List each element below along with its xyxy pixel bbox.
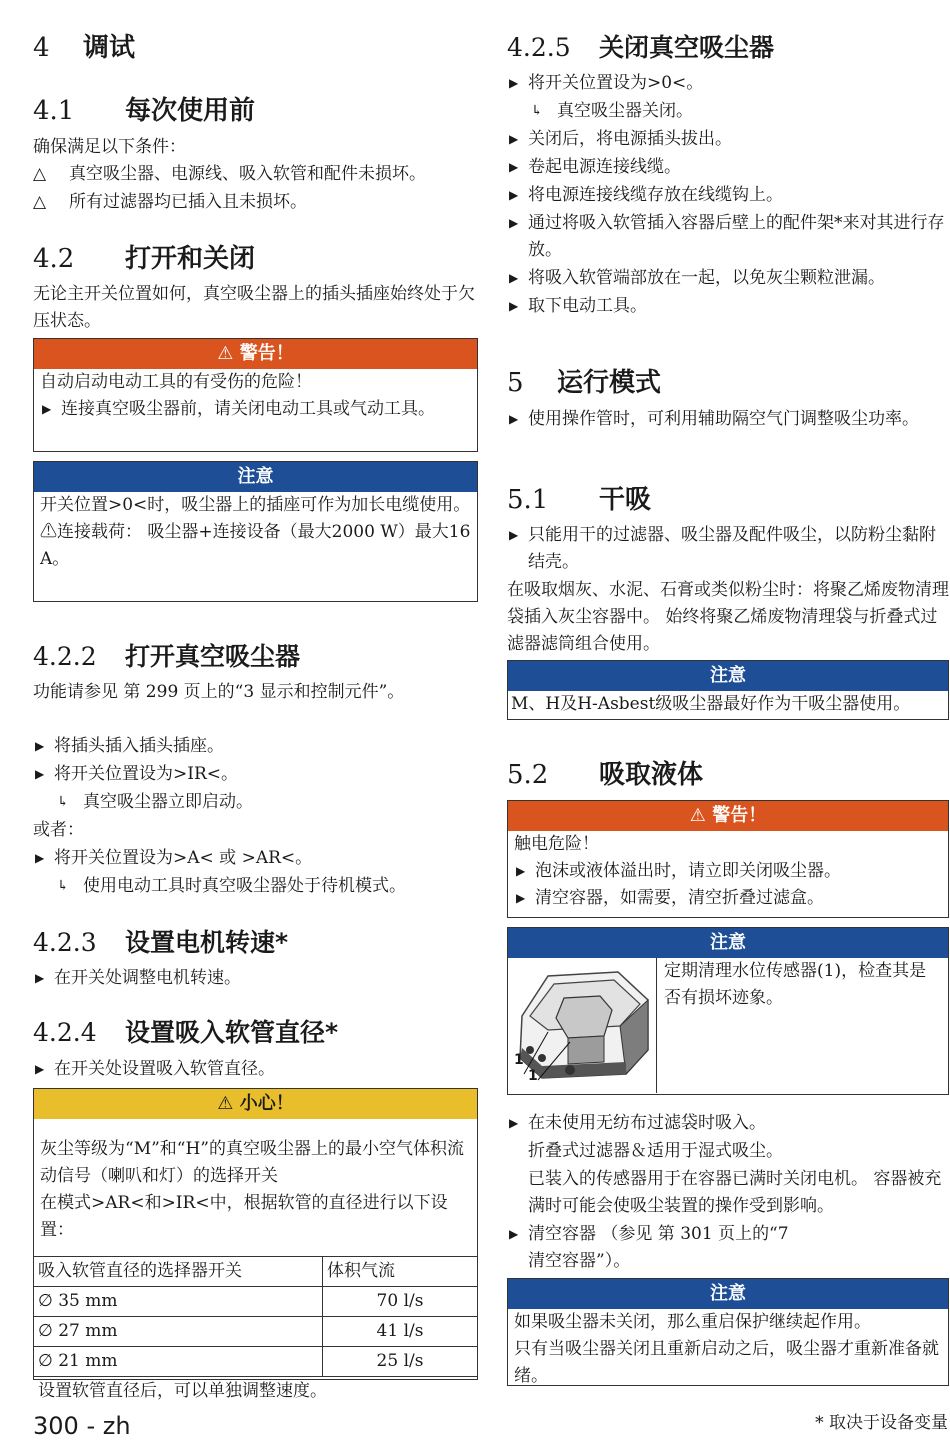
bullet-icon: ▶ [509, 271, 519, 285]
heading-5-2: 5.2 吸取液体 [507, 760, 704, 790]
warning-item: ▶ 清空容器，如需要，清空折叠过滤盒。 [514, 885, 942, 912]
warning-box [33, 338, 478, 452]
note-box-with-image [507, 927, 949, 1095]
table-header: 体积气流 [323, 1257, 478, 1287]
result-item: ↳ 真空吸尘器关闭。 [507, 98, 949, 125]
sensor-illustration [508, 958, 657, 1093]
bullet-icon: ▶ [516, 891, 526, 905]
step-item: ▶ 通过将吸入软管插入容器后壁上的配件架*来对其进行存放。 [507, 210, 949, 264]
note-header: 注意 [508, 1279, 948, 1309]
table-row [34, 1347, 477, 1377]
bullet-icon: ▶ [509, 1116, 519, 1130]
bullet-icon: ▶ [509, 132, 519, 146]
caution-header: ⚠ 小心！ [34, 1089, 477, 1119]
note-text: M、H及H-Asbest级吸尘器最好作为干吸尘器使用。 [511, 694, 911, 714]
step-item: ▶ 卷起电源连接线缆。 [507, 154, 949, 181]
warning-header: ⚠ 警告！ [508, 801, 948, 831]
condition-item: △ 所有过滤器均已插入且未损坏。 [33, 189, 478, 216]
result-arrow-icon: ↳ [57, 794, 69, 810]
note-text: 开关位置>0<时，吸尘器上的插座可作为加长电缆使用。 [40, 495, 471, 515]
table-footer-row [34, 1377, 477, 1407]
step-item: ▶ 将开关位置设为>0<。 [507, 70, 949, 97]
heading-4-2-3: 4.2.3 设置电机转速* [33, 928, 289, 957]
step-item: ▶ 关闭后，将电源插头拔出。 [507, 126, 949, 153]
callout-label: 1 [514, 1052, 524, 1068]
step-item: ▶ 将电源连接线缆存放在线缆钩上。 [507, 182, 949, 209]
note-text: 定期清理水位传感器(1)，检查其是否有损坏迹象。 [664, 961, 927, 1008]
bullet-icon: ▶ [509, 216, 519, 230]
table-cell: 70 l/s [323, 1287, 478, 1317]
table-cell: ∅ 27 mm [34, 1317, 323, 1347]
body-text: 已装入的传感器用于在容器已满时关闭电机。 容器被充满时可能会使吸尘装置的操作受到影响。 [528, 1169, 942, 1216]
note-header: 注意 [508, 928, 948, 958]
table-cell: ∅ 35 mm [34, 1287, 323, 1317]
flow-table [34, 1256, 477, 1406]
heading-4-2-2: 4.2.2 打开真空吸尘器 [33, 642, 301, 671]
table-cell: 41 l/s [323, 1317, 478, 1347]
heading-5: 5 运行模式 [507, 368, 662, 398]
caution-text: 在模式>AR<和>IR<中，根据软管的直径进行以下设置： [40, 1193, 448, 1240]
table-cell: 25 l/s [323, 1347, 478, 1377]
caution-box [33, 1088, 478, 1401]
bullet-icon: ▶ [509, 160, 519, 174]
bullet-icon: ▶ [35, 1062, 45, 1076]
page-number: 300 - zh [33, 1412, 131, 1440]
step-item: ▶ 将开关位置设为>A< 或 >AR<。 [33, 845, 478, 872]
footnote: * 取决于设备变量 [815, 1413, 948, 1433]
note-box [507, 660, 949, 720]
table-row [34, 1287, 477, 1317]
step-item: ▶ 将吸入软管端部放在一起，以免灰尘颗粒泄漏。 [507, 265, 949, 292]
bullet-icon: ▶ [35, 851, 45, 865]
warning-text: 触电危险！ [514, 834, 599, 854]
note-text: ⚠连接载荷： 吸尘器+连接设备（最大2000 W）最大16 A。 [40, 522, 471, 569]
bullet-icon: ▶ [509, 188, 519, 202]
step-item: ▶ 将开关位置设为>IR<。 [33, 761, 478, 788]
callout-label: 1 [528, 1068, 538, 1084]
heading-4-2: 4.2 打开和关闭 [33, 244, 256, 274]
result-item: ↳ 使用电动工具时真空吸尘器处于待机模式。 [33, 873, 478, 900]
warning-header: ⚠ 警告！ [34, 339, 477, 369]
heading-4-2-5: 4.2.5 关闭真空吸尘器 [507, 33, 775, 62]
step-item: ▶ 在未使用无纺布过滤袋时吸入。 [507, 1110, 949, 1137]
note-header: 注意 [34, 462, 477, 492]
heading-4-1: 4.1 每次使用前 [33, 96, 256, 126]
triangle-icon: △ [33, 192, 47, 212]
triangle-icon: △ [33, 164, 47, 184]
step-item: ▶ 只能用干的过滤器、吸尘器及配件吸尘，以防粉尘黏附结壳。 [507, 522, 949, 576]
bullet-icon: ▶ [35, 767, 45, 781]
note-box [507, 1278, 949, 1386]
result-arrow-icon: ↳ [531, 103, 543, 119]
step-item: ▶ 在开关处调整电机转速。 [33, 965, 478, 992]
step-item: ▶ 取下电动工具。 [507, 293, 949, 320]
heading-4-2-4: 4.2.4 设置吸入软管直径* [33, 1018, 339, 1047]
table-cell: ∅ 21 mm [34, 1347, 323, 1377]
step-item: ▶ 使用操作管时，可利用辅助隔空气门调整吸尘功率。 [507, 406, 949, 433]
table-footer: 设置软管直径后，可以单独调整速度。 [34, 1377, 477, 1407]
bullet-icon: ▶ [42, 402, 52, 416]
body-text: 折叠式过滤器＆适用于湿式吸尘。 [528, 1141, 783, 1161]
bullet-icon: ▶ [509, 412, 519, 426]
bullet-icon: ▶ [509, 76, 519, 90]
bullet-icon: ▶ [509, 1227, 519, 1241]
warning-box [507, 800, 949, 918]
bullet-icon: ▶ [516, 864, 526, 878]
body-text: 在吸取烟灰、水泥、石膏或类似粉尘时：将聚乙烯废物清理袋插入灰尘容器中。 始终将聚乙烯废物清理袋与折叠式过滤器滤筒组合使用。 [507, 580, 949, 654]
result-item: ↳ 真空吸尘器立即启动。 [33, 789, 478, 816]
heading-5-1: 5.1 干吸 [507, 485, 652, 515]
note-box [33, 461, 478, 602]
warning-text: 自动启动电动工具的有受伤的危险！ [40, 372, 312, 392]
note-text: 只有当吸尘器关闭且重新启动之后，吸尘器才重新准备就绪。 [514, 1339, 939, 1386]
bullet-icon: ▶ [35, 739, 45, 753]
bullet-icon: ▶ [35, 971, 45, 985]
body-text: 无论主开关位置如何，真空吸尘器上的插头插座始终处于欠压状态。 [33, 284, 475, 331]
bullet-icon: ▶ [509, 299, 519, 313]
reference-text: 功能请参见 第 299 页上的“3 显示和控制元件”。 [33, 682, 405, 702]
bullet-icon: ▶ [509, 528, 519, 542]
table-header-row [34, 1257, 477, 1287]
table-row [34, 1317, 477, 1347]
intro-text: 确保满足以下条件： [33, 137, 186, 157]
warning-item: ▶ 连接真空吸尘器前，请关闭电动工具或气动工具。 [40, 396, 471, 423]
condition-item: △ 真空吸尘器、电源线、吸入软管和配件未损坏。 [33, 161, 478, 188]
caution-text: 灰尘等级为“M”和“H”的真空吸尘器上的最小空气体积流动信号（喇叭和灯）的选择开关 [40, 1139, 464, 1186]
note-text: 如果吸尘器未关闭，那么重启保护继续起作用。 [514, 1312, 871, 1332]
step-item: ▶ 将插头插入插头插座。 [33, 733, 478, 760]
result-arrow-icon: ↳ [57, 878, 69, 894]
step-item: ▶ 在开关处设置吸入软管直径。 [33, 1056, 478, 1083]
warning-item: ▶ 泡沫或液体溢出时，请立即关闭吸尘器。 [514, 858, 942, 885]
step-item: ▶ 清空容器 （参见 第 301 页上的“7 清空容器”）。 [507, 1221, 949, 1275]
table-header: 吸入软管直径的选择器开关 [34, 1257, 323, 1287]
or-text: 或者： [33, 820, 84, 840]
heading-4: 4 调试 [33, 33, 136, 63]
note-header: 注意 [508, 661, 948, 691]
